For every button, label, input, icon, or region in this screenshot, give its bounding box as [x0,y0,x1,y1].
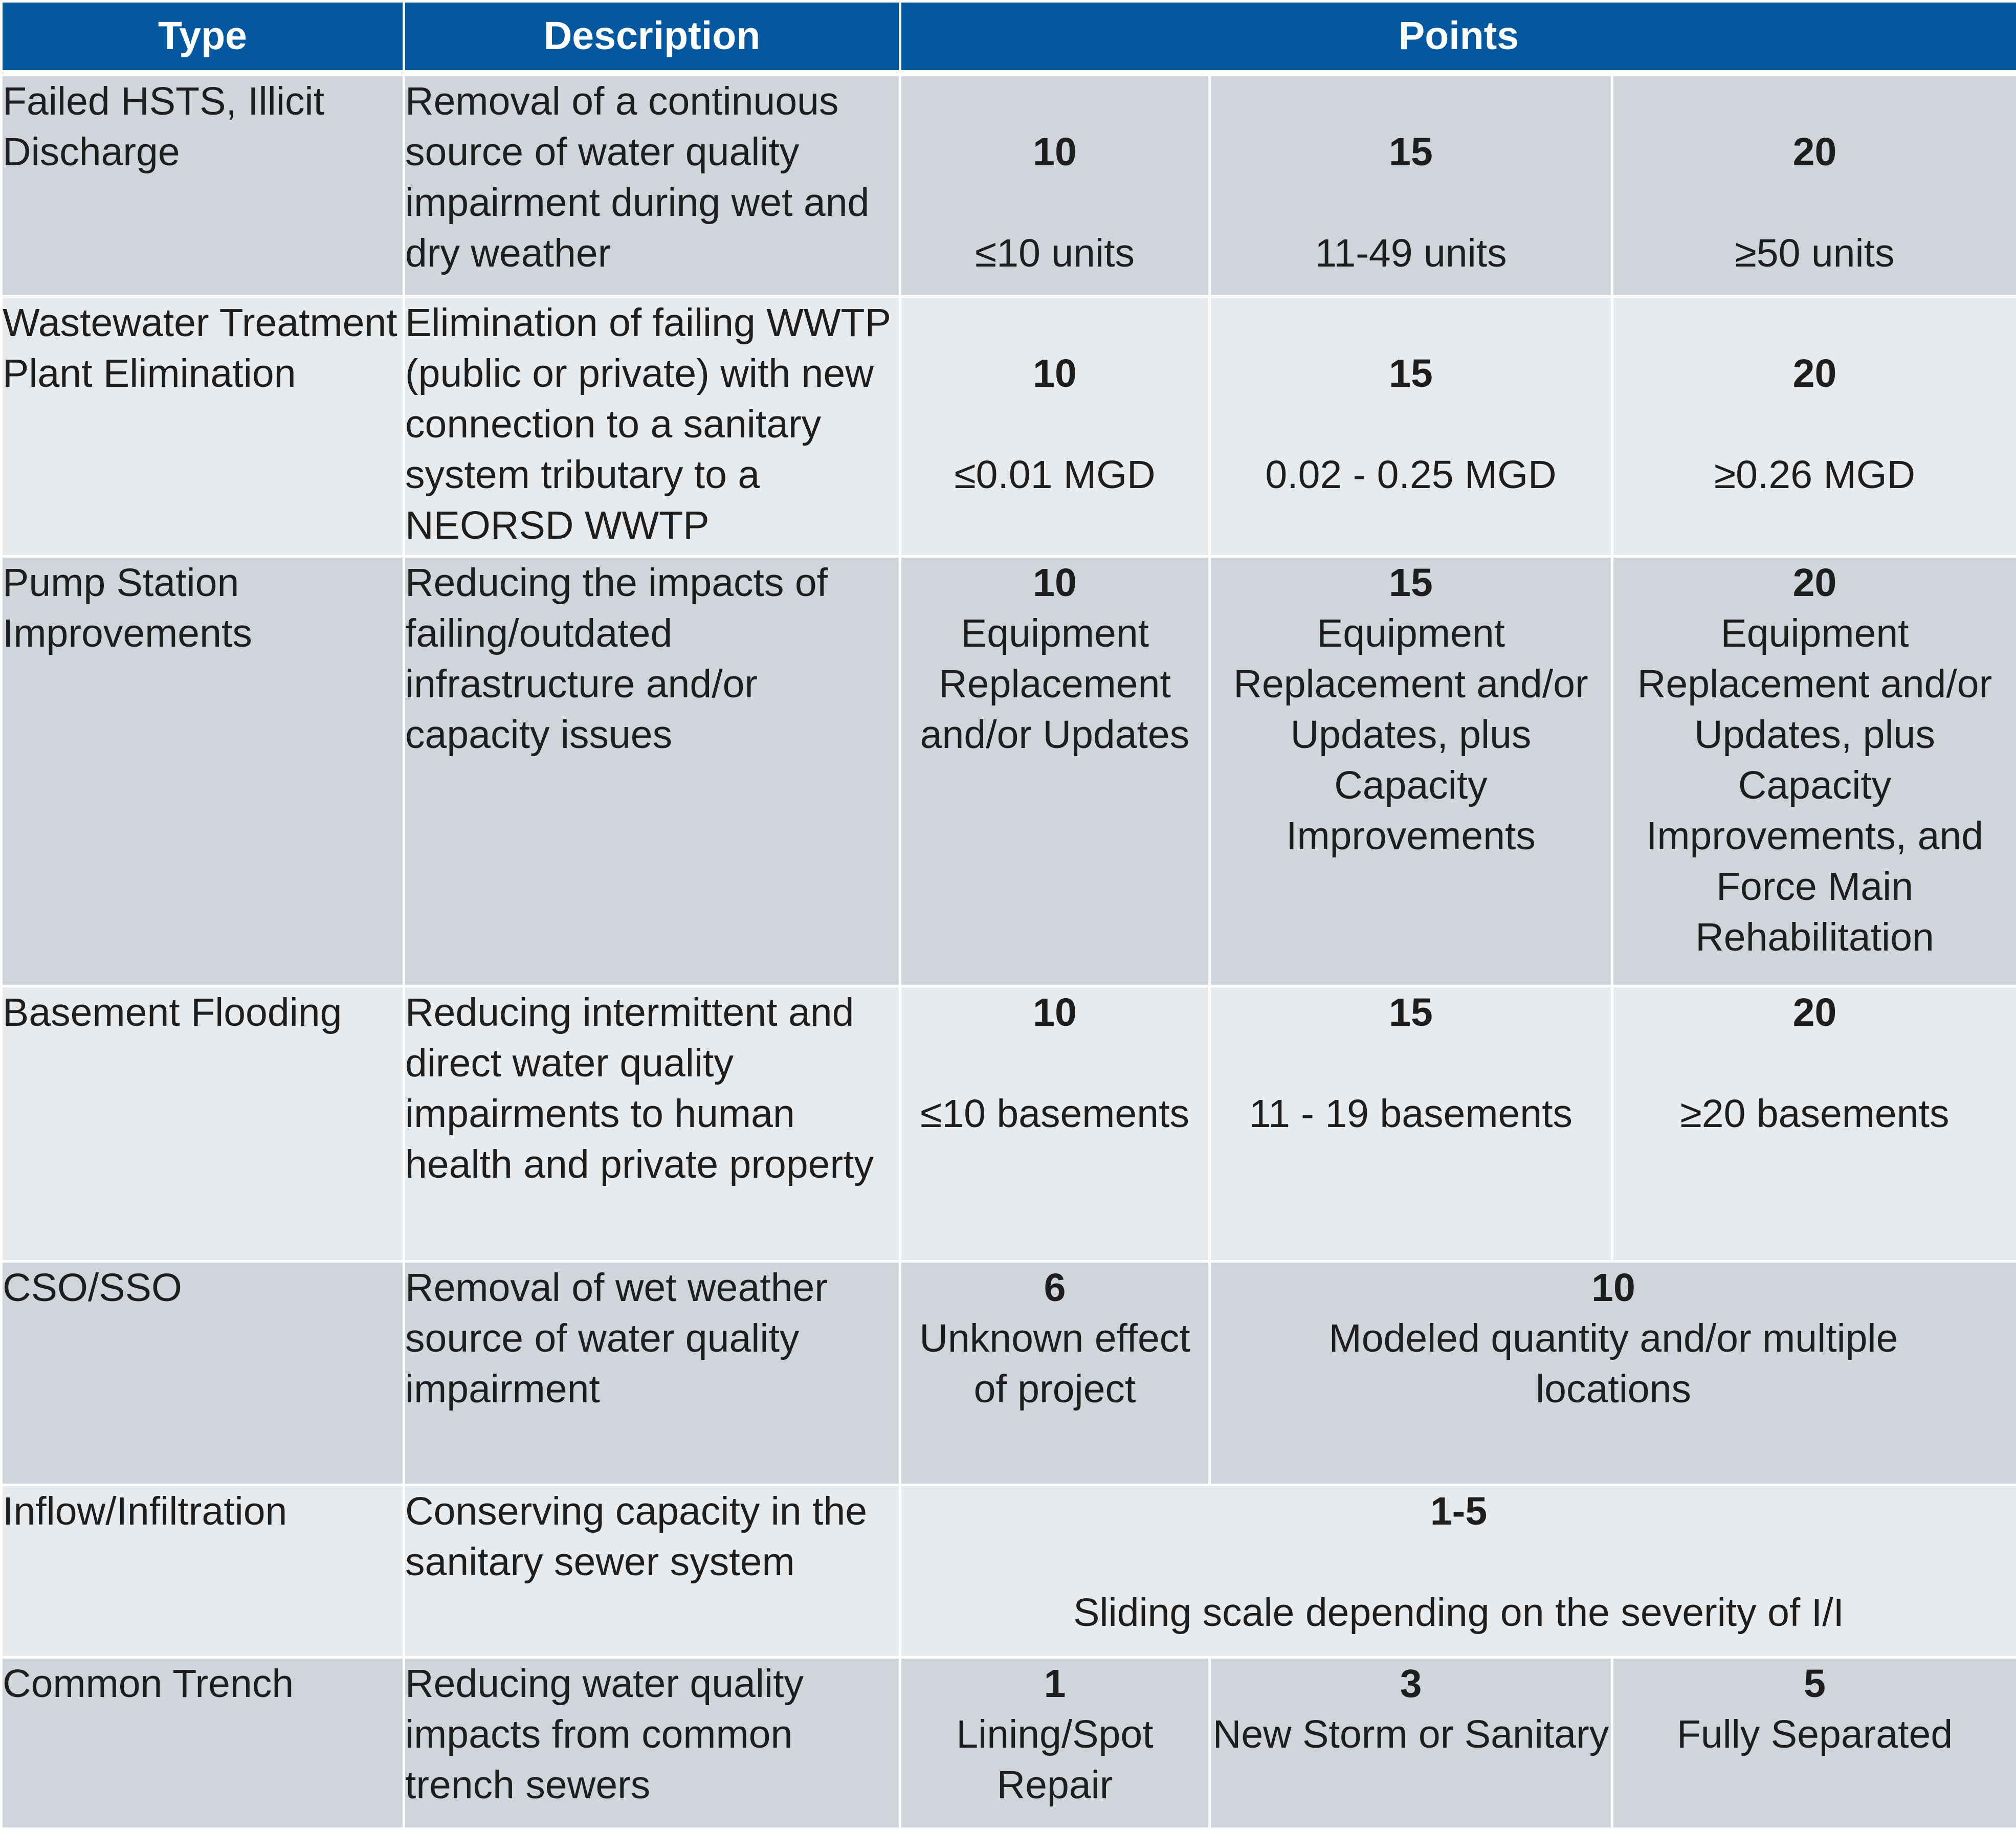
spacer [1613,178,2016,228]
points-criteria: 11-49 units [1315,231,1507,275]
points-cell [900,1657,1210,1828]
header-points: Points [900,2,2016,73]
points-value: 15 [1389,990,1433,1034]
points-cell [1612,557,2016,986]
points-cell [1612,986,2016,1262]
spacer [1613,1038,2016,1089]
spacer [1613,399,2016,450]
spacer [1613,298,2016,348]
points-criteria: Sliding scale depending on the severity of I/I [1073,1591,1844,1635]
points-criteria: Equipment Replacement and/or Updates, plus Capacity Improvements, and Force Main Rehabilitation [1637,611,1992,960]
type-cell: Basement Flooding [2,986,404,1262]
spacer [901,76,1208,127]
table-row [2,73,2016,297]
spacer [901,178,1208,228]
points-criteria: ≤0.01 MGD [954,453,1156,497]
points-cell [1210,297,1612,557]
points-value: 1 [1044,1661,1066,1706]
points-value: 10 [1033,561,1077,605]
type-cell: Common Trench [2,1657,404,1828]
type-cell: Pump Station Improvements [2,557,404,986]
points-criteria: 11 - 19 basements [1249,1091,1573,1136]
spacer [1211,399,1611,450]
points-criteria: Fully Separated [1676,1712,1953,1756]
table-row [2,1262,2016,1485]
table-row [2,986,2016,1262]
spacer [1211,1038,1611,1089]
points-criteria: Equipment Replacement and/or Updates, plus Capacity Improvements [1233,611,1588,858]
description-cell: Reducing intermittent and direct water quality impairments to human health and private property [404,986,900,1262]
description-cell: Removal of a continuous source of water quality impairment during wet and dry weather [404,73,900,297]
points-cell [1210,73,1612,297]
table-row [2,1485,2016,1657]
type-cell: CSO/SSO [2,1262,404,1485]
spacer [1211,178,1611,228]
points-criteria: Unknown effect of project [919,1316,1190,1412]
points-criteria: Modeled quantity and/or multiple locations [1328,1316,1898,1412]
spacer [901,1537,2016,1588]
spacer [1211,76,1611,127]
spacer [901,298,1208,348]
table-row [2,557,2016,986]
points-criteria: ≥0.26 MGD [1714,453,1916,497]
description-cell: Removal of wet weather source of water quality impairment [404,1262,900,1485]
points-value: 10 [1033,351,1077,395]
points-cell [1612,1657,2016,1828]
points-value: 20 [1792,129,1837,174]
points-value: 10 [1033,990,1077,1034]
points-cell [1210,986,1612,1262]
points-cell [1210,1262,2016,1485]
description-cell: Elimination of failing WWTP (public or private) with new connection to a sanitary system tributary to a NEORSD WWTP [404,297,900,557]
type-cell: Wastewater Treatment Plant Elimination [2,297,404,557]
points-value: 20 [1792,561,1837,605]
points-criteria: Lining/Spot Repair [956,1712,1154,1807]
type-cell: Failed HSTS, Illicit Discharge [2,73,404,297]
points-cell [900,73,1210,297]
spacer [901,1038,1208,1089]
table-row [2,1657,2016,1828]
points-value: 6 [1044,1266,1066,1310]
type-cell: Inflow/Infiltration [2,1485,404,1657]
points-criteria: 0.02 - 0.25 MGD [1265,453,1557,497]
points-criteria: ≤10 basements [920,1091,1189,1136]
header-type: Type [2,2,404,73]
points-criteria: New Storm or Sanitary [1212,1712,1609,1756]
points-cell [900,297,1210,557]
points-criteria: ≥20 basements [1680,1091,1949,1136]
points-value: 1-5 [1430,1489,1488,1534]
points-cell [900,1485,2016,1657]
points-criteria: ≤10 units [975,231,1135,275]
points-cell [1210,557,1612,986]
header-description: Description [404,2,900,73]
points-criteria: Equipment Replacement and/or Updates [920,611,1190,757]
points-value: 15 [1389,561,1433,605]
header-row [2,2,2016,73]
points-cell [900,1262,1210,1485]
spacer [1211,298,1611,348]
points-cell [1210,1657,1612,1828]
points-value: 15 [1389,129,1433,174]
points-value: 10 [1591,1266,1635,1310]
points-value: 10 [1033,129,1077,174]
points-value: 3 [1400,1661,1422,1706]
description-cell: Conserving capacity in the sanitary sewer system [404,1485,900,1657]
description-cell: Reducing water quality impacts from common trench sewers [404,1657,900,1828]
points-cell [1612,73,2016,297]
table-row [2,297,2016,557]
spacer [901,399,1208,450]
points-cell [900,557,1210,986]
description-cell: Reducing the impacts of failing/outdated infrastructure and/or capacity issues [404,557,900,986]
points-value: 15 [1389,351,1433,395]
points-cell [1612,297,2016,557]
points-cell [900,986,1210,1262]
points-value: 20 [1792,351,1837,395]
spacer [1613,76,2016,127]
points-value: 5 [1804,1661,1826,1706]
points-criteria: ≥50 units [1735,231,1895,275]
points-value: 20 [1792,990,1837,1034]
